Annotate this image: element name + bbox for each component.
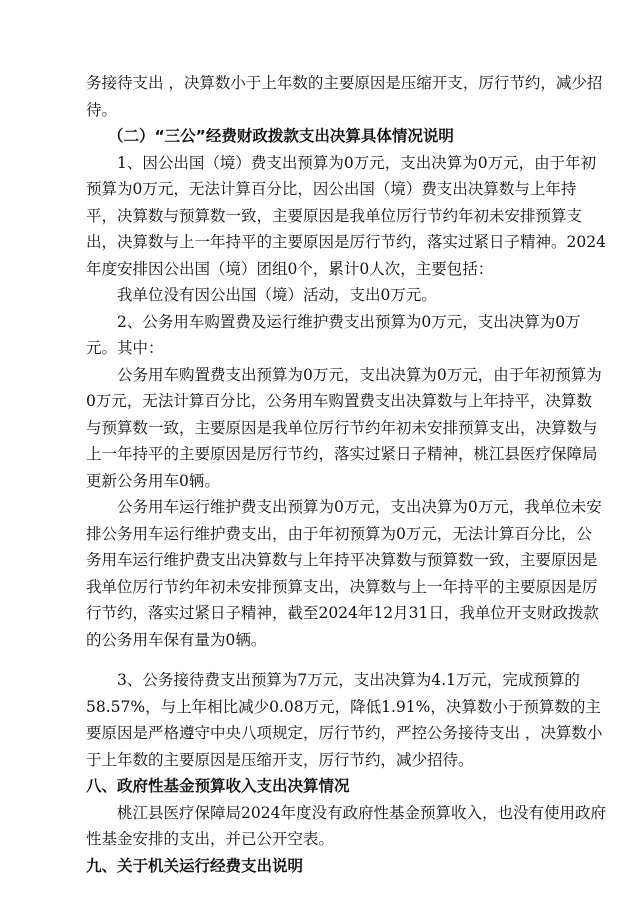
paragraph-no-overseas-activity: 我单位没有因公出国（境）活动，支出0万元。 (117, 286, 437, 304)
paragraph-government-fund: 桃江县医疗保障局2024年度没有政府性基金预算收入，也没有使用政府性基金安排的支出，并已公开空表。 (86, 803, 606, 848)
document-page (86, 70, 606, 879)
heading-government-fund: 八、政府性基金预算收入支出决算情况 (86, 777, 350, 795)
heading-operating-expenses: 九、关于机关运行经费支出说明 (86, 856, 304, 875)
paragraph-official-reception: 3、公务接待费支出预算为7万元，支出决算为4.1万元，完成预算的58.57%，与上年相比减少0.08万元，降低1.91%，决算数小于预算数的主要原因是严格遵守中央八项规定，厉行节约，严控公务接待支出 ，决算数小于上年数的主要原因是压缩开支，厉行节约，减少招待。 (86, 671, 603, 769)
paragraph-vehicle-purchase: 公务用车购置费支出预算为0万元，支出决算为0万元，由于年初预算为0万元，无法计算百分比，公务用车购置费支出决算数与上年持平，决算数与预算数一致，主要原因是我单位厉行节约年初未安排预算支出，决算数与上一年持平的主要原因是厉行节约，落实过紧日子精神，桃江县医疗保障局更新公务用车0辆。 (86, 365, 602, 490)
paragraph-vehicle-expenses: 2、公务用车购置费及运行维护费支出预算为0万元，支出决算为0万元。其中： (86, 312, 581, 357)
paragraph-overseas-travel: 1、因公出国（境）费支出预算为0万元，支出决算为0万元，由于年初预算为0万元，无法计算百分比，因公出国（境）费支出决算数与上年持平，决算数与预算数一致，主要原因是我单位厉行节约年初未安排预算支出，决算数与上一年持平的主要原因是厉行节约，落实过紧日子精神。2024年度安排因公出国（境）团组0个，累计0人次，主要包括： (86, 153, 606, 278)
paragraph-hospitality-continued: 务接待支出 ，决算数小于上年数的主要原因是压缩开支，厉行节约，减少招待。 (86, 74, 603, 119)
paragraph-vehicle-maintenance: 公务用车运行维护费支出预算为0万元，支出决算为0万元，我单位未安排公务用车运行维护费支出，由于年初预算为0万元，无法计算百分比，公务用车运行维护费支出决算数与上年持平决算数与预算数一致，主要原因是我单位厉行节约年初未安排预算支出，决算数与上一年持平的主要原因是厉行节约，落实过紧日子精神，截至2024年12月31日，我单位开支财政拨款的公务用车保有量为0辆。 (86, 498, 602, 649)
heading-three-public-expenses: （二）“三公”经费财政拨款支出决算具体情况说明 (108, 127, 454, 145)
